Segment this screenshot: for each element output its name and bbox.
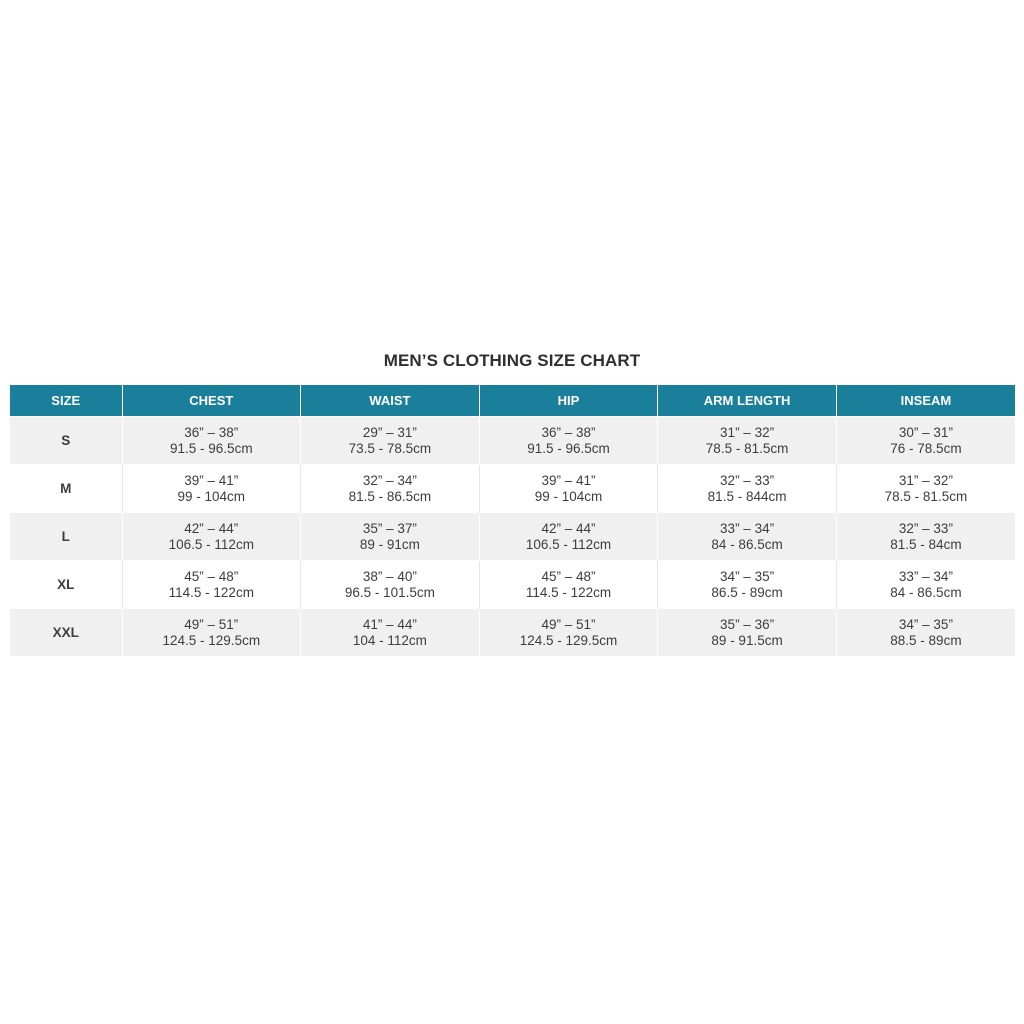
cm-range: 81.5 - 84cm [890, 536, 962, 552]
cm-range: 124.5 - 129.5cm [519, 632, 618, 648]
cm-range: 104 - 112cm [352, 632, 427, 648]
waist-cell [301, 561, 480, 609]
header-waist: WAIST [301, 385, 480, 417]
inch-range: 33” – 34” [898, 568, 953, 584]
chest-cell [122, 465, 301, 513]
arm-length-cell [658, 561, 837, 609]
inch-range: 31” – 32” [720, 424, 775, 440]
cm-range: 81.5 - 86.5cm [348, 488, 432, 504]
table-body [10, 417, 1015, 657]
inch-range: 34” – 35” [720, 568, 775, 584]
arm-length-cell [658, 513, 837, 561]
hip-cell [479, 561, 658, 609]
size-label-cell: M [10, 465, 122, 513]
hip-cell [479, 465, 658, 513]
inch-range: 42” – 44” [184, 520, 239, 536]
table-row [10, 465, 1015, 513]
cm-range: 106.5 - 112cm [525, 536, 612, 552]
inch-range: 33” – 34” [720, 520, 775, 536]
cm-range: 114.5 - 122cm [168, 584, 254, 600]
inch-range: 49” – 51” [184, 616, 239, 632]
waist-cell [301, 609, 480, 657]
inch-range: 49” – 51” [541, 616, 596, 632]
inch-range: 32” – 34” [362, 472, 417, 488]
arm-length-cell [658, 465, 837, 513]
header-chest: CHEST [122, 385, 301, 417]
cm-range: 73.5 - 78.5cm [348, 440, 432, 456]
hip-cell [479, 417, 658, 465]
cm-range: 96.5 - 101.5cm [344, 584, 435, 600]
inch-range: 39” – 41” [184, 472, 239, 488]
inch-range: 38” – 40” [362, 568, 417, 584]
waist-cell [301, 513, 480, 561]
cm-range: 124.5 - 129.5cm [162, 632, 261, 648]
waist-cell [301, 465, 480, 513]
table-row [10, 417, 1015, 465]
inseam-cell [836, 561, 1015, 609]
cm-range: 81.5 - 844cm [707, 488, 787, 504]
cm-range: 78.5 - 81.5cm [884, 488, 968, 504]
table-row [10, 609, 1015, 657]
chart-title: MEN’S CLOTHING SIZE CHART [383, 351, 641, 370]
table-row [10, 561, 1015, 609]
size-label-cell: S [10, 417, 122, 465]
cm-range: 99 - 104cm [534, 488, 603, 504]
hip-cell [479, 513, 658, 561]
cm-range: 89 - 91.5cm [711, 632, 783, 648]
table-row [10, 513, 1015, 561]
header-size: SIZE [10, 385, 122, 417]
cm-range: 84 - 86.5cm [890, 584, 962, 600]
inseam-cell [836, 465, 1015, 513]
inch-range: 30” – 31” [898, 424, 953, 440]
size-label-cell: L [10, 513, 122, 561]
size-chart-table [10, 385, 1015, 656]
arm-length-cell [658, 417, 837, 465]
inch-range: 36” – 38” [541, 424, 596, 440]
inch-range: 34” – 35” [898, 616, 953, 632]
table-header [10, 385, 1015, 417]
inch-range: 42” – 44” [541, 520, 596, 536]
cm-range: 86.5 - 89cm [711, 584, 783, 600]
cm-range: 106.5 - 112cm [168, 536, 254, 552]
inseam-cell [836, 513, 1015, 561]
inch-range: 35” – 37” [362, 520, 417, 536]
header-arm-length: ARM LENGTH [658, 385, 837, 417]
waist-cell [301, 417, 480, 465]
cm-range: 84 - 86.5cm [711, 536, 783, 552]
cm-range: 91.5 - 96.5cm [527, 440, 610, 456]
inseam-cell [836, 609, 1015, 657]
size-label-cell: XL [10, 561, 122, 609]
header-inseam: INSEAM [836, 385, 1015, 417]
chest-cell [122, 417, 301, 465]
inch-range: 39” – 41” [541, 472, 596, 488]
inseam-cell [836, 417, 1015, 465]
inch-range: 35” – 36” [720, 616, 775, 632]
cm-range: 78.5 - 81.5cm [705, 440, 789, 456]
cm-range: 114.5 - 122cm [525, 584, 612, 600]
hip-cell [479, 609, 658, 657]
header-row [10, 385, 1015, 417]
chest-cell [122, 561, 301, 609]
cm-range: 88.5 - 89cm [890, 632, 962, 648]
arm-length-cell [658, 609, 837, 657]
inch-range: 45” – 48” [541, 568, 596, 584]
cm-range: 91.5 - 96.5cm [170, 440, 253, 456]
inch-range: 41” – 44” [362, 616, 417, 632]
size-label-cell: XXL [10, 609, 122, 657]
cm-range: 89 - 91cm [359, 536, 420, 552]
inch-range: 36” – 38” [184, 424, 239, 440]
header-hip: HIP [479, 385, 658, 417]
inch-range: 29” – 31” [362, 424, 417, 440]
inch-range: 32” – 33” [898, 520, 953, 536]
inch-range: 45” – 48” [184, 568, 239, 584]
inch-range: 31” – 32” [898, 472, 953, 488]
cm-range: 76 - 78.5cm [890, 440, 962, 456]
cm-range: 99 - 104cm [177, 488, 246, 504]
chest-cell [122, 513, 301, 561]
inch-range: 32” – 33” [720, 472, 775, 488]
chest-cell [122, 609, 301, 657]
